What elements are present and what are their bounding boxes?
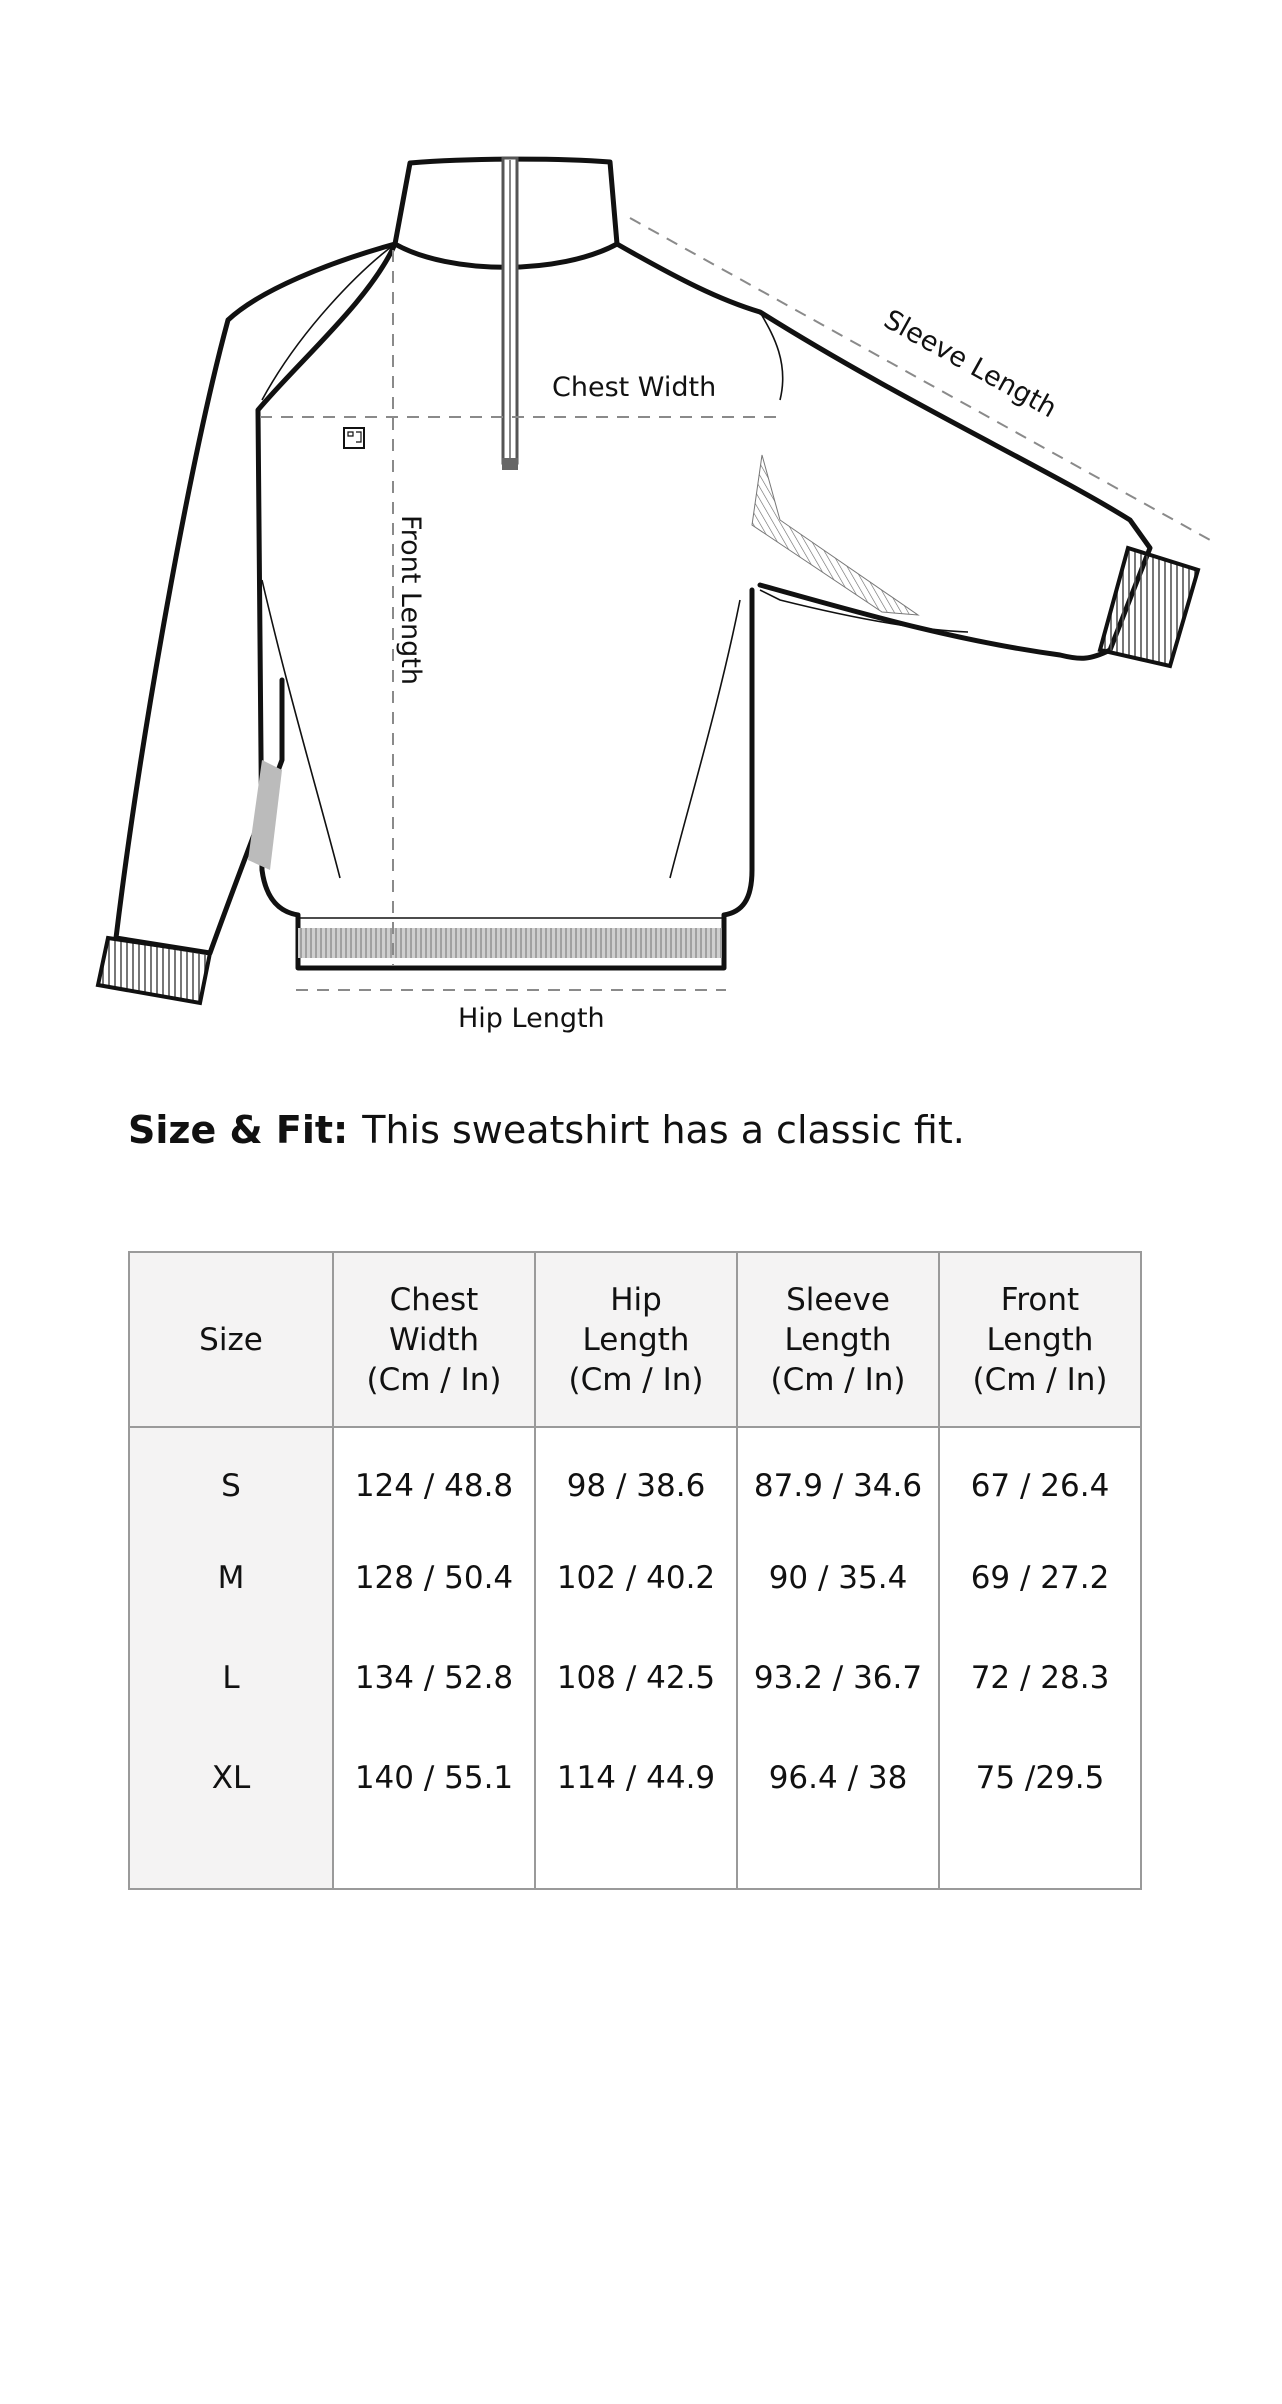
- size-fit-text: This sweatshirt has a classic fit.: [362, 1108, 965, 1152]
- header-front-length: Front Length (Cm / In): [939, 1252, 1141, 1427]
- front-length-label: Front Length: [395, 515, 426, 686]
- table-row: [129, 1628, 1141, 1728]
- cell-size: L: [129, 1628, 333, 1728]
- cell-hip: 108 / 42.5: [535, 1628, 737, 1728]
- cell-hip: 102 / 40.2: [535, 1528, 737, 1628]
- cell-front: 72 / 28.3: [939, 1628, 1141, 1728]
- header-hip-length: Hip Length (Cm / In): [535, 1252, 737, 1427]
- table-bottom-padding: [129, 1828, 1141, 1889]
- header-sleeve-length: Sleeve Length (Cm / In): [737, 1252, 939, 1427]
- header-size: Size: [129, 1252, 333, 1427]
- cell-hip: 114 / 44.9: [535, 1728, 737, 1828]
- cell-chest: 140 / 55.1: [333, 1728, 535, 1828]
- chest-width-label: Chest Width: [552, 372, 717, 403]
- sleeve-length-label: Sleeve Length: [878, 304, 1062, 425]
- table-row: [129, 1427, 1141, 1528]
- cell-size: S: [129, 1427, 333, 1528]
- table-row: [129, 1528, 1141, 1628]
- cell-sleeve: 90 / 35.4: [737, 1528, 939, 1628]
- zipper: [502, 158, 518, 470]
- cell-size: XL: [129, 1728, 333, 1828]
- size-chart-table: [128, 1251, 1142, 1890]
- size-fit-statement: [128, 1108, 965, 1152]
- size-fit-heading: Size & Fit:: [128, 1108, 349, 1152]
- cell-size: M: [129, 1528, 333, 1628]
- cell-sleeve: 93.2 / 36.7: [737, 1628, 939, 1728]
- header-chest-width: Chest Width (Cm / In): [333, 1252, 535, 1427]
- cell-hip: 98 / 38.6: [535, 1427, 737, 1528]
- cell-sleeve: 87.9 / 34.6: [737, 1427, 939, 1528]
- cell-front: 69 / 27.2: [939, 1528, 1141, 1628]
- cell-sleeve: 96.4 / 38: [737, 1728, 939, 1828]
- cell-front: 67 / 26.4: [939, 1427, 1141, 1528]
- cell-chest: 124 / 48.8: [333, 1427, 535, 1528]
- cell-chest: 128 / 50.4: [333, 1528, 535, 1628]
- sweatshirt-diagram: [0, 0, 1282, 1060]
- hip-length-label: Hip Length: [458, 1003, 605, 1034]
- table-header-row: [129, 1252, 1141, 1427]
- cell-chest: 134 / 52.8: [333, 1628, 535, 1728]
- cell-front: 75 /29.5: [939, 1728, 1141, 1828]
- table-row: [129, 1728, 1141, 1828]
